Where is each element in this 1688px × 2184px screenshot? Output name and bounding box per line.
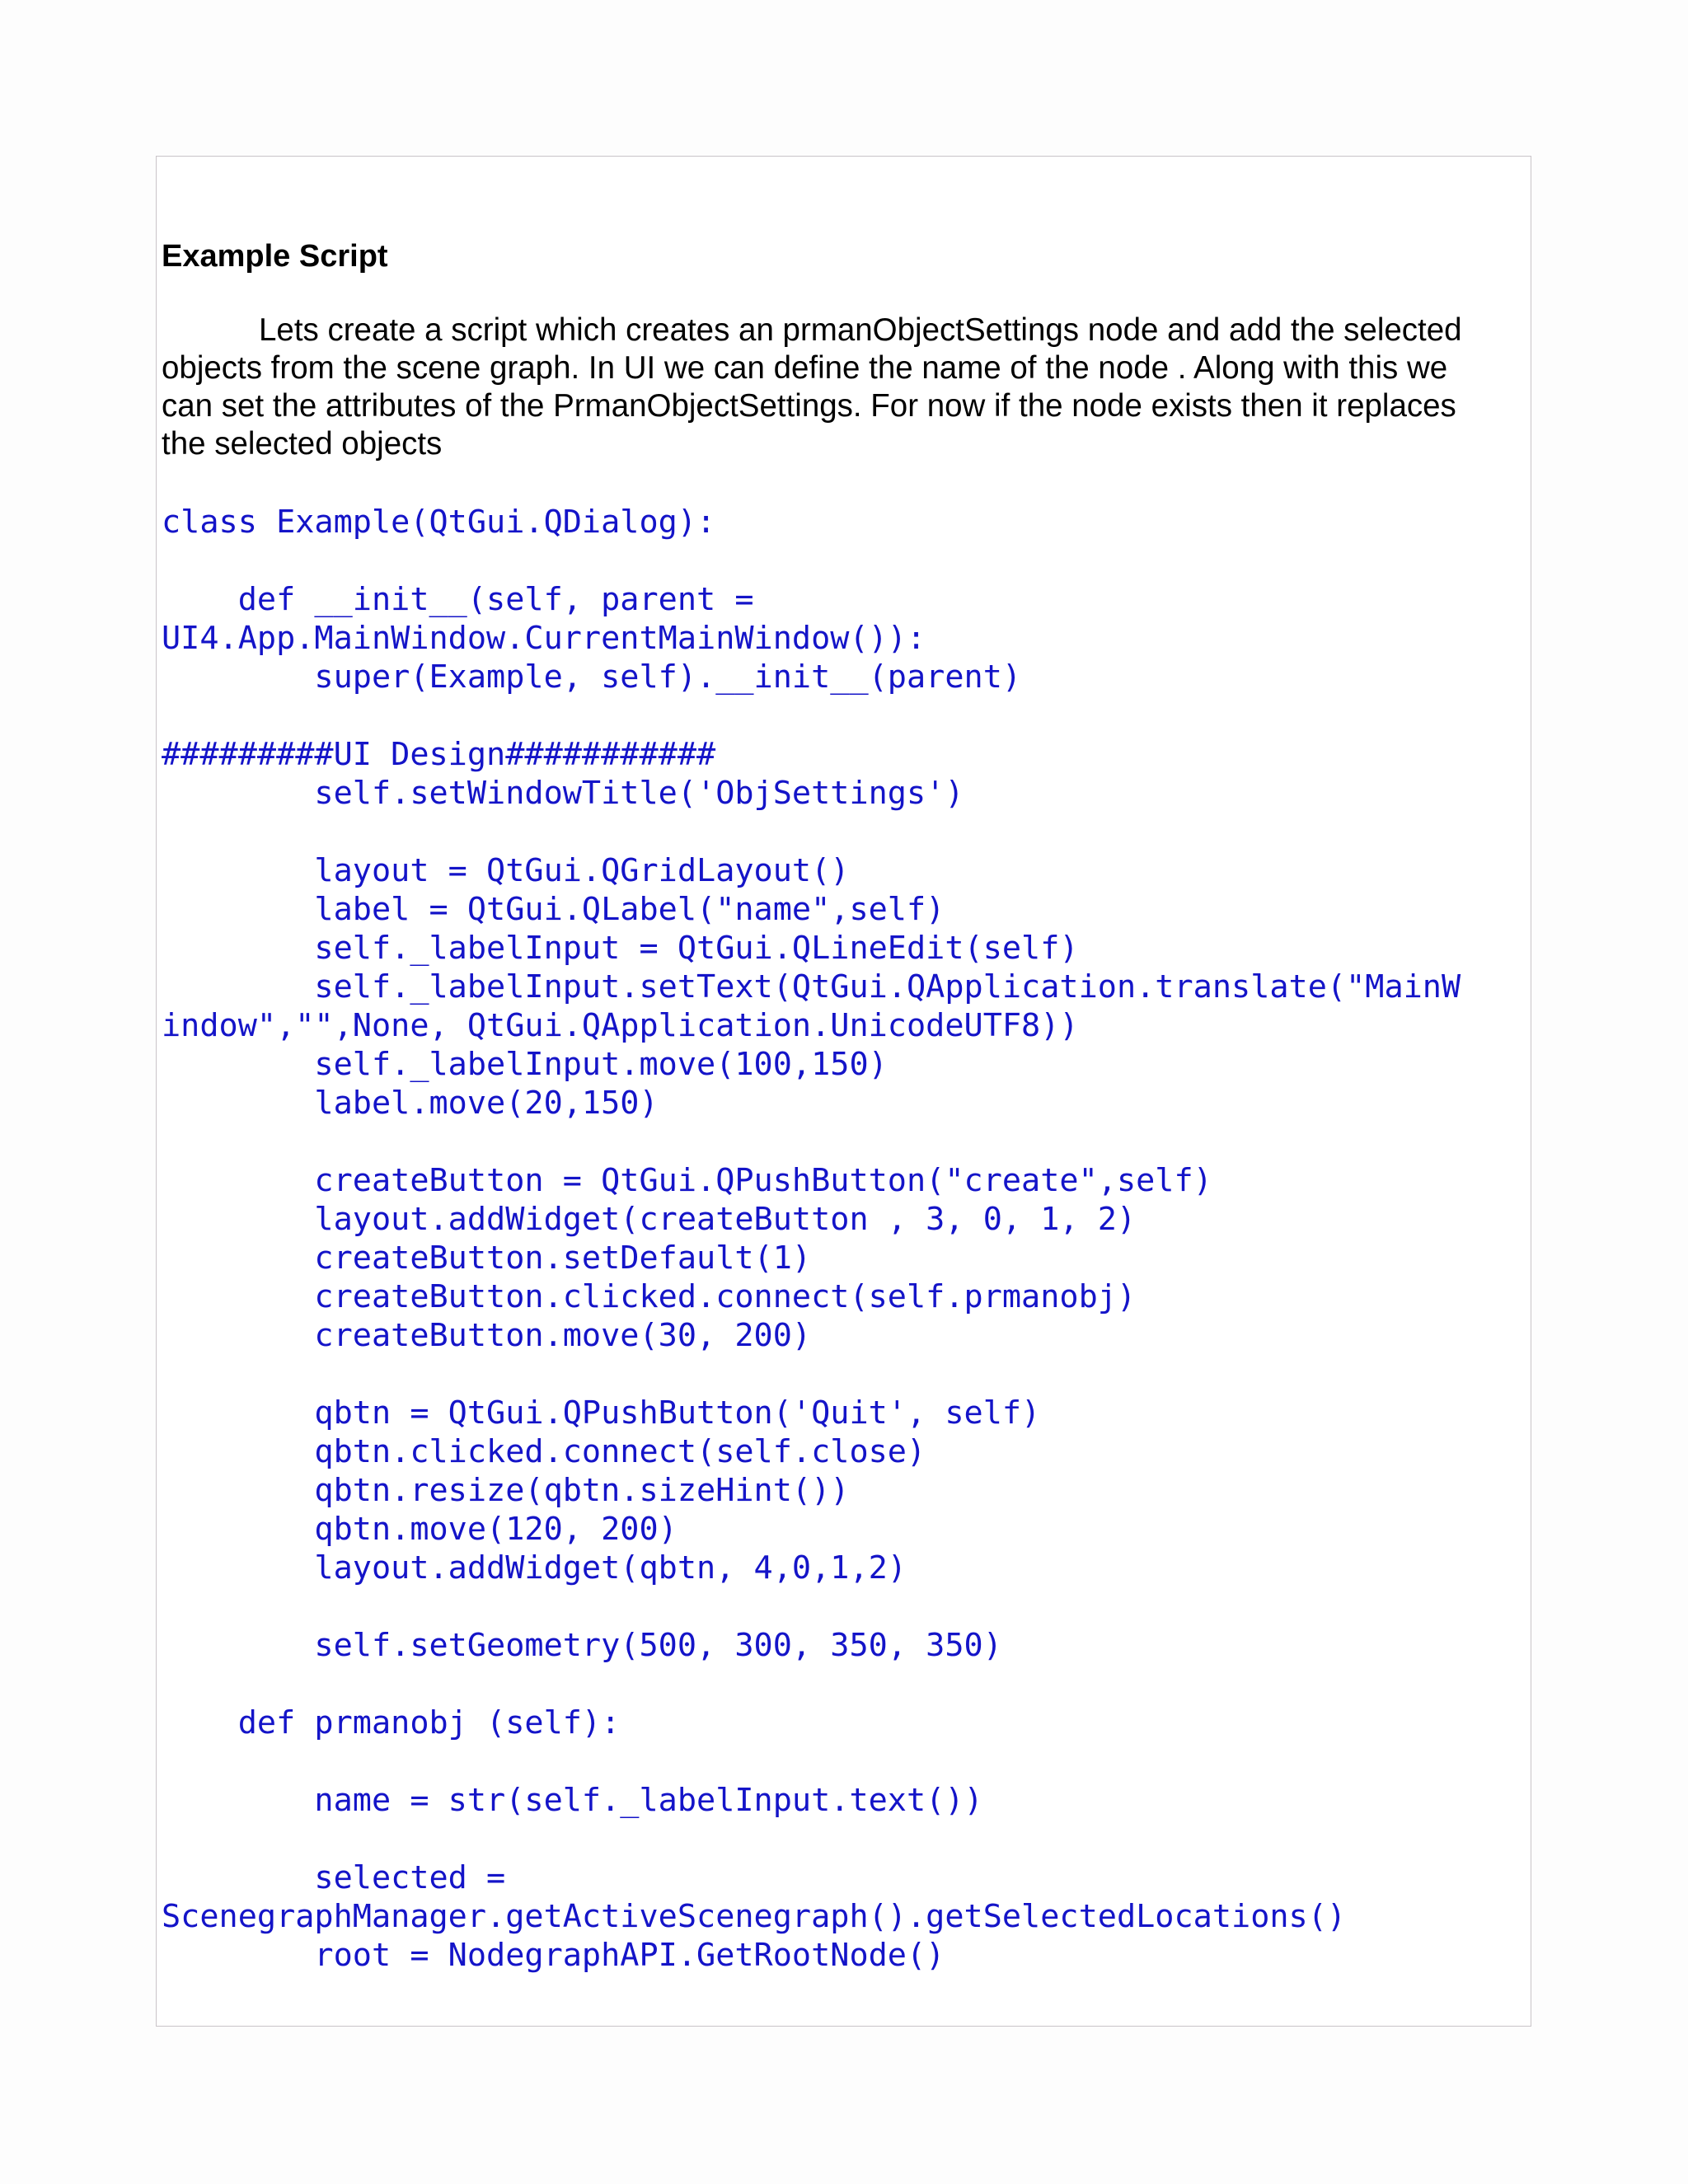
code-line <box>162 1122 1461 1161</box>
code-line <box>162 696 1461 735</box>
code-line: createButton = QtGui.QPushButton("create",self) <box>162 1162 1212 1199</box>
code-line: name = str(self._labelInput.text()) <box>162 1782 983 1819</box>
code-line: qbtn.resize(qbtn.sizeHint()) <box>162 1472 850 1509</box>
code-line <box>162 1665 1461 1704</box>
code-line: layout = QtGui.QGridLayout() <box>162 852 850 889</box>
code-line: createButton.clicked.connect(self.prmanobj) <box>162 1278 1137 1315</box>
code-line: label.move(20,150) <box>162 1085 659 1122</box>
code-line: layout.addWidget(qbtn, 4,0,1,2) <box>162 1549 907 1586</box>
code-line <box>162 1355 1461 1394</box>
code-line <box>162 813 1461 851</box>
code-line: qbtn.clicked.connect(self.close) <box>162 1433 926 1470</box>
code-line: self.setWindowTitle('ObjSettings') <box>162 775 964 812</box>
code-line: createButton.move(30, 200) <box>162 1317 812 1354</box>
code-line <box>162 1820 1461 1858</box>
code-line: self._labelInput = QtGui.QLineEdit(self) <box>162 930 1079 967</box>
code-line: root = NodegraphAPI.GetRootNode() <box>162 1937 945 1974</box>
code-line: label = QtGui.QLabel("name",self) <box>162 891 945 928</box>
code-block <box>162 503 1461 1975</box>
code-line: selected = <box>162 1859 506 1896</box>
code-line: createButton.setDefault(1) <box>162 1240 812 1277</box>
code-line: def __init__(self, parent = <box>162 581 754 618</box>
code-line: def prmanobj (self): <box>162 1704 621 1741</box>
paragraph-line: can set the attributes of the PrmanObjectSettings. For now if the node exists then it replaces <box>162 388 1456 424</box>
code-line: self._labelInput.move(100,150) <box>162 1046 888 1083</box>
paragraph-line: Lets create a script which creates an prmanObjectSettings node and add the selected <box>259 312 1462 348</box>
code-line: #########UI Design########### <box>162 736 716 773</box>
paragraph-line: the selected objects <box>162 426 443 462</box>
code-line: layout.addWidget(createButton , 3, 0, 1, 2) <box>162 1201 1137 1238</box>
code-line: self._labelInput.setText(QtGui.QApplication.translate("MainW <box>162 968 1461 1005</box>
code-line <box>162 541 1461 580</box>
section-heading: Example Script <box>162 239 388 274</box>
code-line: qbtn = QtGui.QPushButton('Quit', self) <box>162 1394 1041 1432</box>
code-line: indow","",None, QtGui.QApplication.UnicodeUTF8)) <box>162 1007 1079 1044</box>
code-line: UI4.App.MainWindow.CurrentMainWindow()): <box>162 620 926 657</box>
code-line: qbtn.move(120, 200) <box>162 1511 678 1548</box>
code-line: super(Example, self).__init__(parent) <box>162 658 1022 696</box>
intro-paragraph <box>162 312 1522 463</box>
code-line: ScenegraphManager.getActiveScenegraph().getSelectedLocations() <box>162 1898 1347 1935</box>
paragraph-line: objects from the scene graph. In UI we can define the name of the node . Along with this we <box>162 350 1448 386</box>
code-line: class Example(QtGui.QDialog): <box>162 504 716 541</box>
code-line <box>162 1587 1461 1626</box>
code-line: self.setGeometry(500, 300, 350, 350) <box>162 1627 1002 1664</box>
code-line <box>162 1742 1461 1781</box>
